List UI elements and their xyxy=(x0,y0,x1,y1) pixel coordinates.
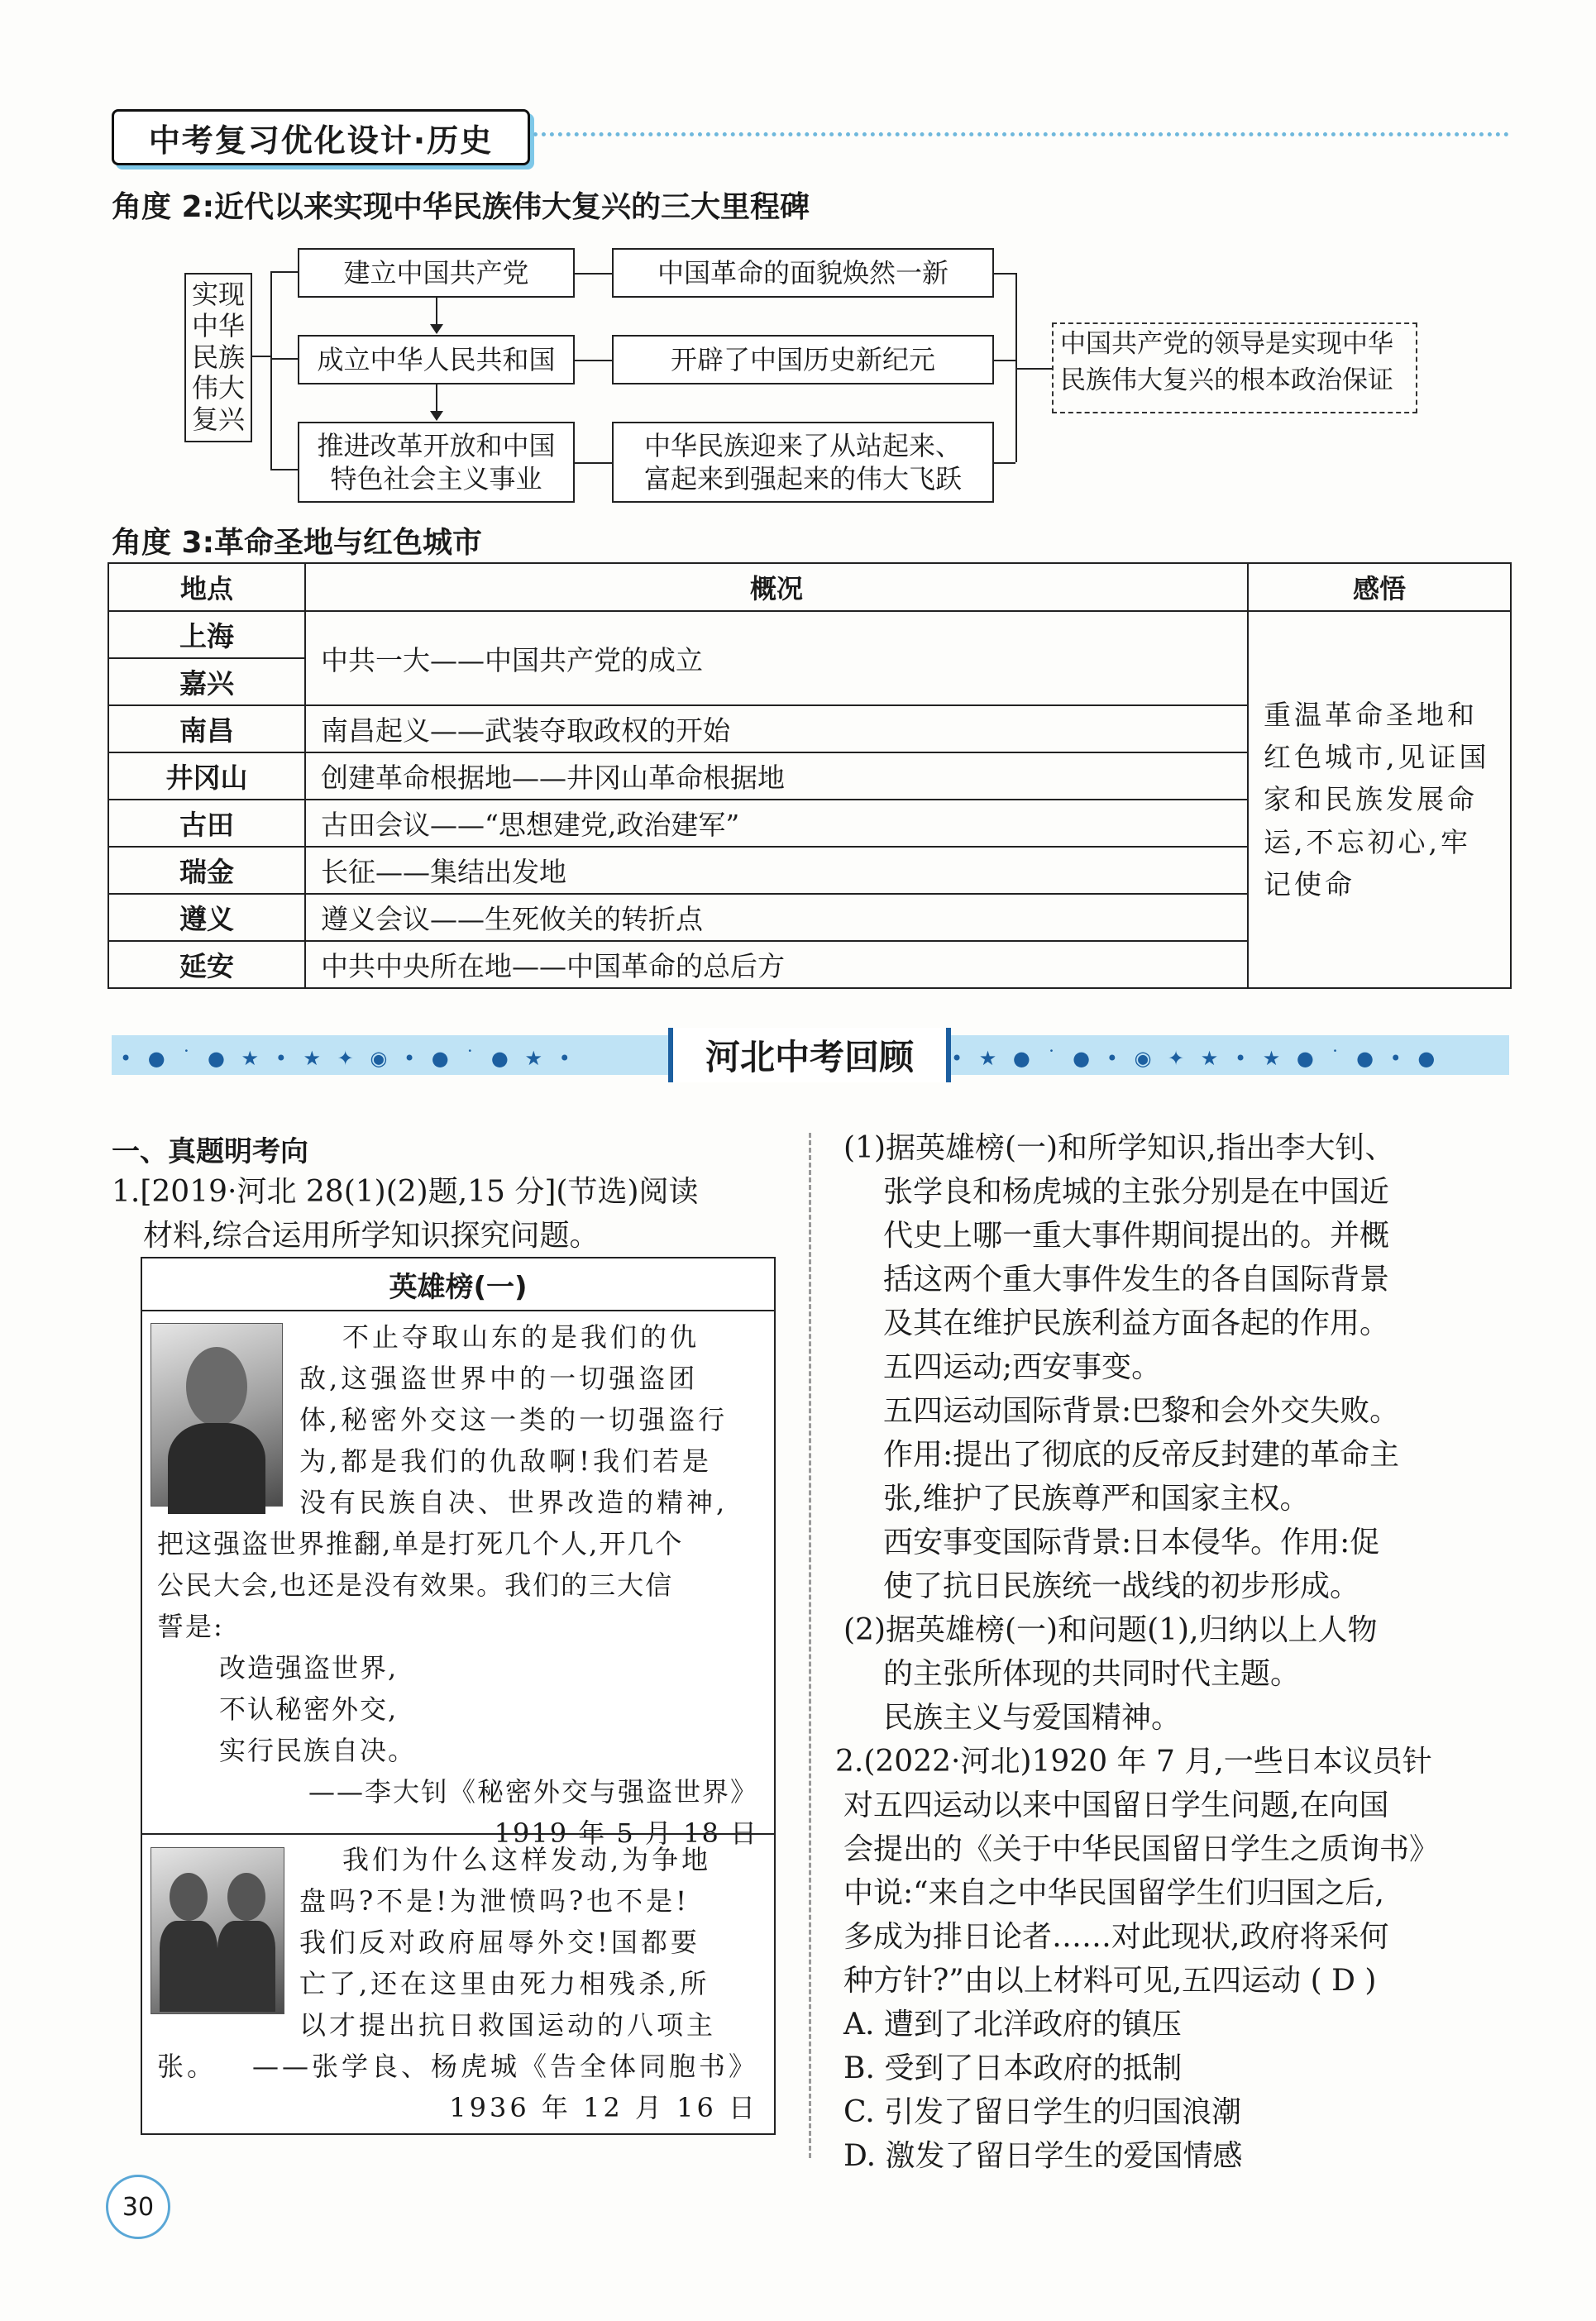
note-line: 民族伟大复兴的根本政治保证 xyxy=(1060,365,1393,396)
connector xyxy=(575,273,612,275)
place-cell: 延安 xyxy=(108,941,305,988)
connector xyxy=(270,271,298,273)
connector xyxy=(994,273,1015,275)
summary-cell: 南昌起义——武装夺取政权的开始 xyxy=(305,705,1248,752)
quote-line: 我们反对政府屈辱外交!国都要 xyxy=(299,1927,700,1958)
milestone-side-label xyxy=(184,273,252,442)
insight-cell: 重温革命圣地和红色城市,见证国家和民族发展命运,不忘初心,牢记使命 xyxy=(1248,611,1511,988)
right-column xyxy=(835,1126,1513,2178)
column-header: 感悟 xyxy=(1248,563,1511,611)
milestone-event-2 xyxy=(298,335,575,384)
place-cell: 瑞金 xyxy=(108,847,305,894)
milestone-meaning-3 xyxy=(612,422,994,503)
answer-line: 五四运动国际背景:巴黎和会外交失败。 xyxy=(883,1394,1400,1428)
answer-line: 会提出的《关于中华民国留日学生之质询书》 xyxy=(843,1832,1440,1866)
answer-line: (1)据英雄榜(一)和所学知识,指出李大钊、 xyxy=(843,1131,1395,1165)
connector xyxy=(270,358,298,360)
banner-title: 河北中考回顾 xyxy=(668,1028,951,1082)
column-header: 概况 xyxy=(305,563,1248,611)
milestone-event-1 xyxy=(298,248,575,298)
milestone-meaning-text: 中国革命的面貌焕然一新 xyxy=(657,257,949,289)
hero-board-title: 英雄榜(一) xyxy=(142,1258,774,1311)
side-label-line: 中华 xyxy=(191,309,245,341)
quote-line: 敌,这强盗世界中的一切强盗团 xyxy=(299,1363,699,1394)
summary-cell: 中共中央所在地——中国革命的总后方 xyxy=(305,941,1248,988)
side-label-line: 实现 xyxy=(191,279,245,310)
side-label-line: 复兴 xyxy=(191,404,245,435)
milestone-meaning-2 xyxy=(612,335,994,384)
answer-line: 代史上哪一重大事件期间提出的。并概 xyxy=(883,1219,1390,1253)
milestone-note xyxy=(1052,322,1417,413)
quote-date: 1936 年 12 月 16 日 xyxy=(449,2092,758,2123)
milestone-meaning-text: 开辟了中国历史新纪元 xyxy=(670,344,935,375)
table-header-row xyxy=(108,563,1511,611)
milestone-meaning-text: 中华民族迎来了从站起来、 xyxy=(643,430,962,461)
banner-decoration-icon: • ★ ● ˙ ● • ◉ ✦ ★ • ★ ● ˙ ● • ● xyxy=(951,1047,1441,1070)
place-cell: 嘉兴 xyxy=(108,658,305,705)
connector xyxy=(252,356,270,357)
oath-line: 实行民族自决。 xyxy=(219,1735,417,1766)
answer-line: 中说:“来自之中华民国留学生们归国之后, xyxy=(843,1876,1384,1910)
column-divider xyxy=(809,1133,811,2158)
quote-line: 张。 xyxy=(157,2051,217,2082)
connector xyxy=(575,462,612,464)
angle3-heading: 角度 3:革命圣地与红色城市 xyxy=(112,526,482,560)
quote-1-block xyxy=(299,1316,762,1523)
answer-line: 使了抗日民族统一战线的初步形成。 xyxy=(883,1569,1360,1603)
quote-line: 我们为什么这样发动,为争地 xyxy=(342,1844,712,1875)
answer-line: 多成为排日论者……对此现状,政府将采何 xyxy=(843,1920,1389,1954)
milestone-event-text: 建立中国共产党 xyxy=(343,257,529,289)
quote-line: 盘吗?不是!为泄愤吗?也不是! xyxy=(299,1885,690,1917)
place-cell: 上海 xyxy=(108,611,305,658)
quote-line: 体,秘密外交这一类的一切强盗行 xyxy=(299,1404,729,1435)
book-title-tag xyxy=(112,109,530,165)
connector xyxy=(575,360,612,361)
answer-line: B. 受到了日本政府的抵制 xyxy=(843,2051,1183,2085)
arrow-down-icon xyxy=(430,324,443,334)
book-title: 中考复习优化设计·历史 xyxy=(148,122,494,159)
summary-cell: 创建革命根据地——井冈山革命根据地 xyxy=(305,752,1248,800)
place-cell: 南昌 xyxy=(108,705,305,752)
connector xyxy=(1015,368,1052,370)
oath-line: 不认秘密外交, xyxy=(219,1693,399,1725)
answer-line: (2)据英雄榜(一)和问题(1),归纳以上人物 xyxy=(843,1613,1378,1647)
quote-line: 以才提出抗日救国运动的八项主 xyxy=(299,2009,717,2041)
group-photo-icon xyxy=(151,1847,284,2014)
quote-source: ——李大钊《秘密外交与强盗世界》 xyxy=(308,1776,758,1808)
connector xyxy=(270,271,272,470)
banner-decoration-icon: • ● ˙ ● ★ • ★ ✦ ◉ • ● ˙ ● ★ • xyxy=(120,1047,576,1070)
page-number: 30 xyxy=(106,2175,170,2239)
side-label-line: 伟大 xyxy=(191,372,245,404)
question-line: 1.[2019·河北 28(1)(2)题,15 分](节选)阅读 xyxy=(112,1175,699,1209)
connector xyxy=(270,469,298,470)
answer-line: 2.(2022·河北)1920 年 7 月,一些日本议员针 xyxy=(835,1745,1432,1779)
quote-date: 1919 年 5 月 18 日 xyxy=(494,1817,758,1849)
red-city-table xyxy=(108,562,1512,989)
answer-line: 种方针?”由以上材料可见,五四运动 ( D ) xyxy=(843,1964,1377,1998)
milestone-meaning-text: 富起来到强起来的伟大飞跃 xyxy=(643,463,962,494)
answer-line: C. 引发了留日学生的归国浪潮 xyxy=(843,2095,1242,2129)
answer-line: 作用:提出了彻底的反帝反封建的革命主 xyxy=(883,1438,1400,1472)
question-line: 材料,综合运用所学知识探究问题。 xyxy=(143,1219,600,1253)
quote-line: 亡了,还在这里由死力相残杀,所 xyxy=(299,1968,710,1999)
answer-line: 五四运动;西安事变。 xyxy=(883,1350,1162,1384)
table-row xyxy=(108,611,1511,658)
answer-line: 西安事变国际背景:日本侵华。作用:促 xyxy=(883,1526,1380,1559)
quote-line: 誓是: xyxy=(157,1611,224,1642)
question-1-stem xyxy=(112,1170,790,1258)
quote-2-tail xyxy=(157,2046,765,2128)
quote-line: 没有民族自决、世界改造的精神, xyxy=(299,1487,729,1518)
summary-cell: 中共一大——中国共产党的成立 xyxy=(305,611,1248,705)
answer-line: 张,维护了民族尊严和国家主权。 xyxy=(883,1482,1310,1516)
section-subheading: 一、真题明考向 xyxy=(112,1135,308,1168)
milestone-event-text: 成立中华人民共和国 xyxy=(317,344,556,375)
milestone-event-text: 推进改革开放和中国 xyxy=(317,430,556,461)
answer-line: 括这两个重大事件发生的各自国际背景 xyxy=(883,1263,1390,1297)
answer-line: 民族主义与爱国精神。 xyxy=(883,1701,1182,1735)
note-line: 中国共产党的领导是实现中华 xyxy=(1060,329,1393,359)
header-dotted-rule xyxy=(533,132,1509,136)
oath-line: 改造强盗世界, xyxy=(219,1652,399,1683)
answer-line: 及其在维护民族利益方面各起的作用。 xyxy=(883,1306,1390,1340)
milestone-event-text: 特色社会主义事业 xyxy=(330,463,542,494)
quote-1-block-wide xyxy=(157,1523,765,1854)
summary-cell: 遵义会议——生死攸关的转折点 xyxy=(305,894,1248,941)
hero-divider xyxy=(142,1833,774,1835)
hero-board xyxy=(141,1257,776,2135)
answer-line: 对五四运动以来中国留日学生问题,在向国 xyxy=(843,1789,1389,1822)
column-header: 地点 xyxy=(108,563,305,611)
place-cell: 古田 xyxy=(108,800,305,847)
place-cell: 井冈山 xyxy=(108,752,305,800)
connector xyxy=(994,462,1015,464)
summary-cell: 古田会议——“思想建党,政治建军” xyxy=(305,800,1248,847)
quote-2-block xyxy=(299,1839,762,2046)
milestone-event-3 xyxy=(298,422,575,503)
portrait-photo-icon xyxy=(151,1323,283,1507)
quote-line: 把这强盗世界推翻,单是打死几个人,开几个 xyxy=(157,1528,684,1559)
quote-line: 为,都是我们的仇敌啊!我们若是 xyxy=(299,1445,713,1477)
connector xyxy=(994,360,1015,361)
angle2-heading: 角度 2:近代以来实现中华民族伟大复兴的三大里程碑 xyxy=(112,190,810,224)
quote-line: 不止夺取山东的是我们的仇 xyxy=(342,1321,700,1353)
arrow-down-icon xyxy=(430,411,443,421)
place-cell: 遵义 xyxy=(108,894,305,941)
quote-line: 公民大会,也还是没有效果。我们的三大信 xyxy=(157,1569,674,1601)
answer-line: A. 遭到了北洋政府的镇压 xyxy=(843,2008,1182,2042)
side-label-line: 民族 xyxy=(191,341,245,373)
milestone-meaning-1 xyxy=(612,248,994,298)
answer-line: 的主张所体现的共同时代主题。 xyxy=(883,1657,1301,1691)
summary-cell: 长征——集结出发地 xyxy=(305,847,1248,894)
quote-source: ——张学良、杨虎城《告全体同胞书》 xyxy=(251,2051,758,2082)
answer-line: D. 激发了留日学生的爱国情感 xyxy=(843,2139,1243,2173)
answer-line: 张学良和杨虎城的主张分别是在中国近 xyxy=(883,1175,1390,1209)
